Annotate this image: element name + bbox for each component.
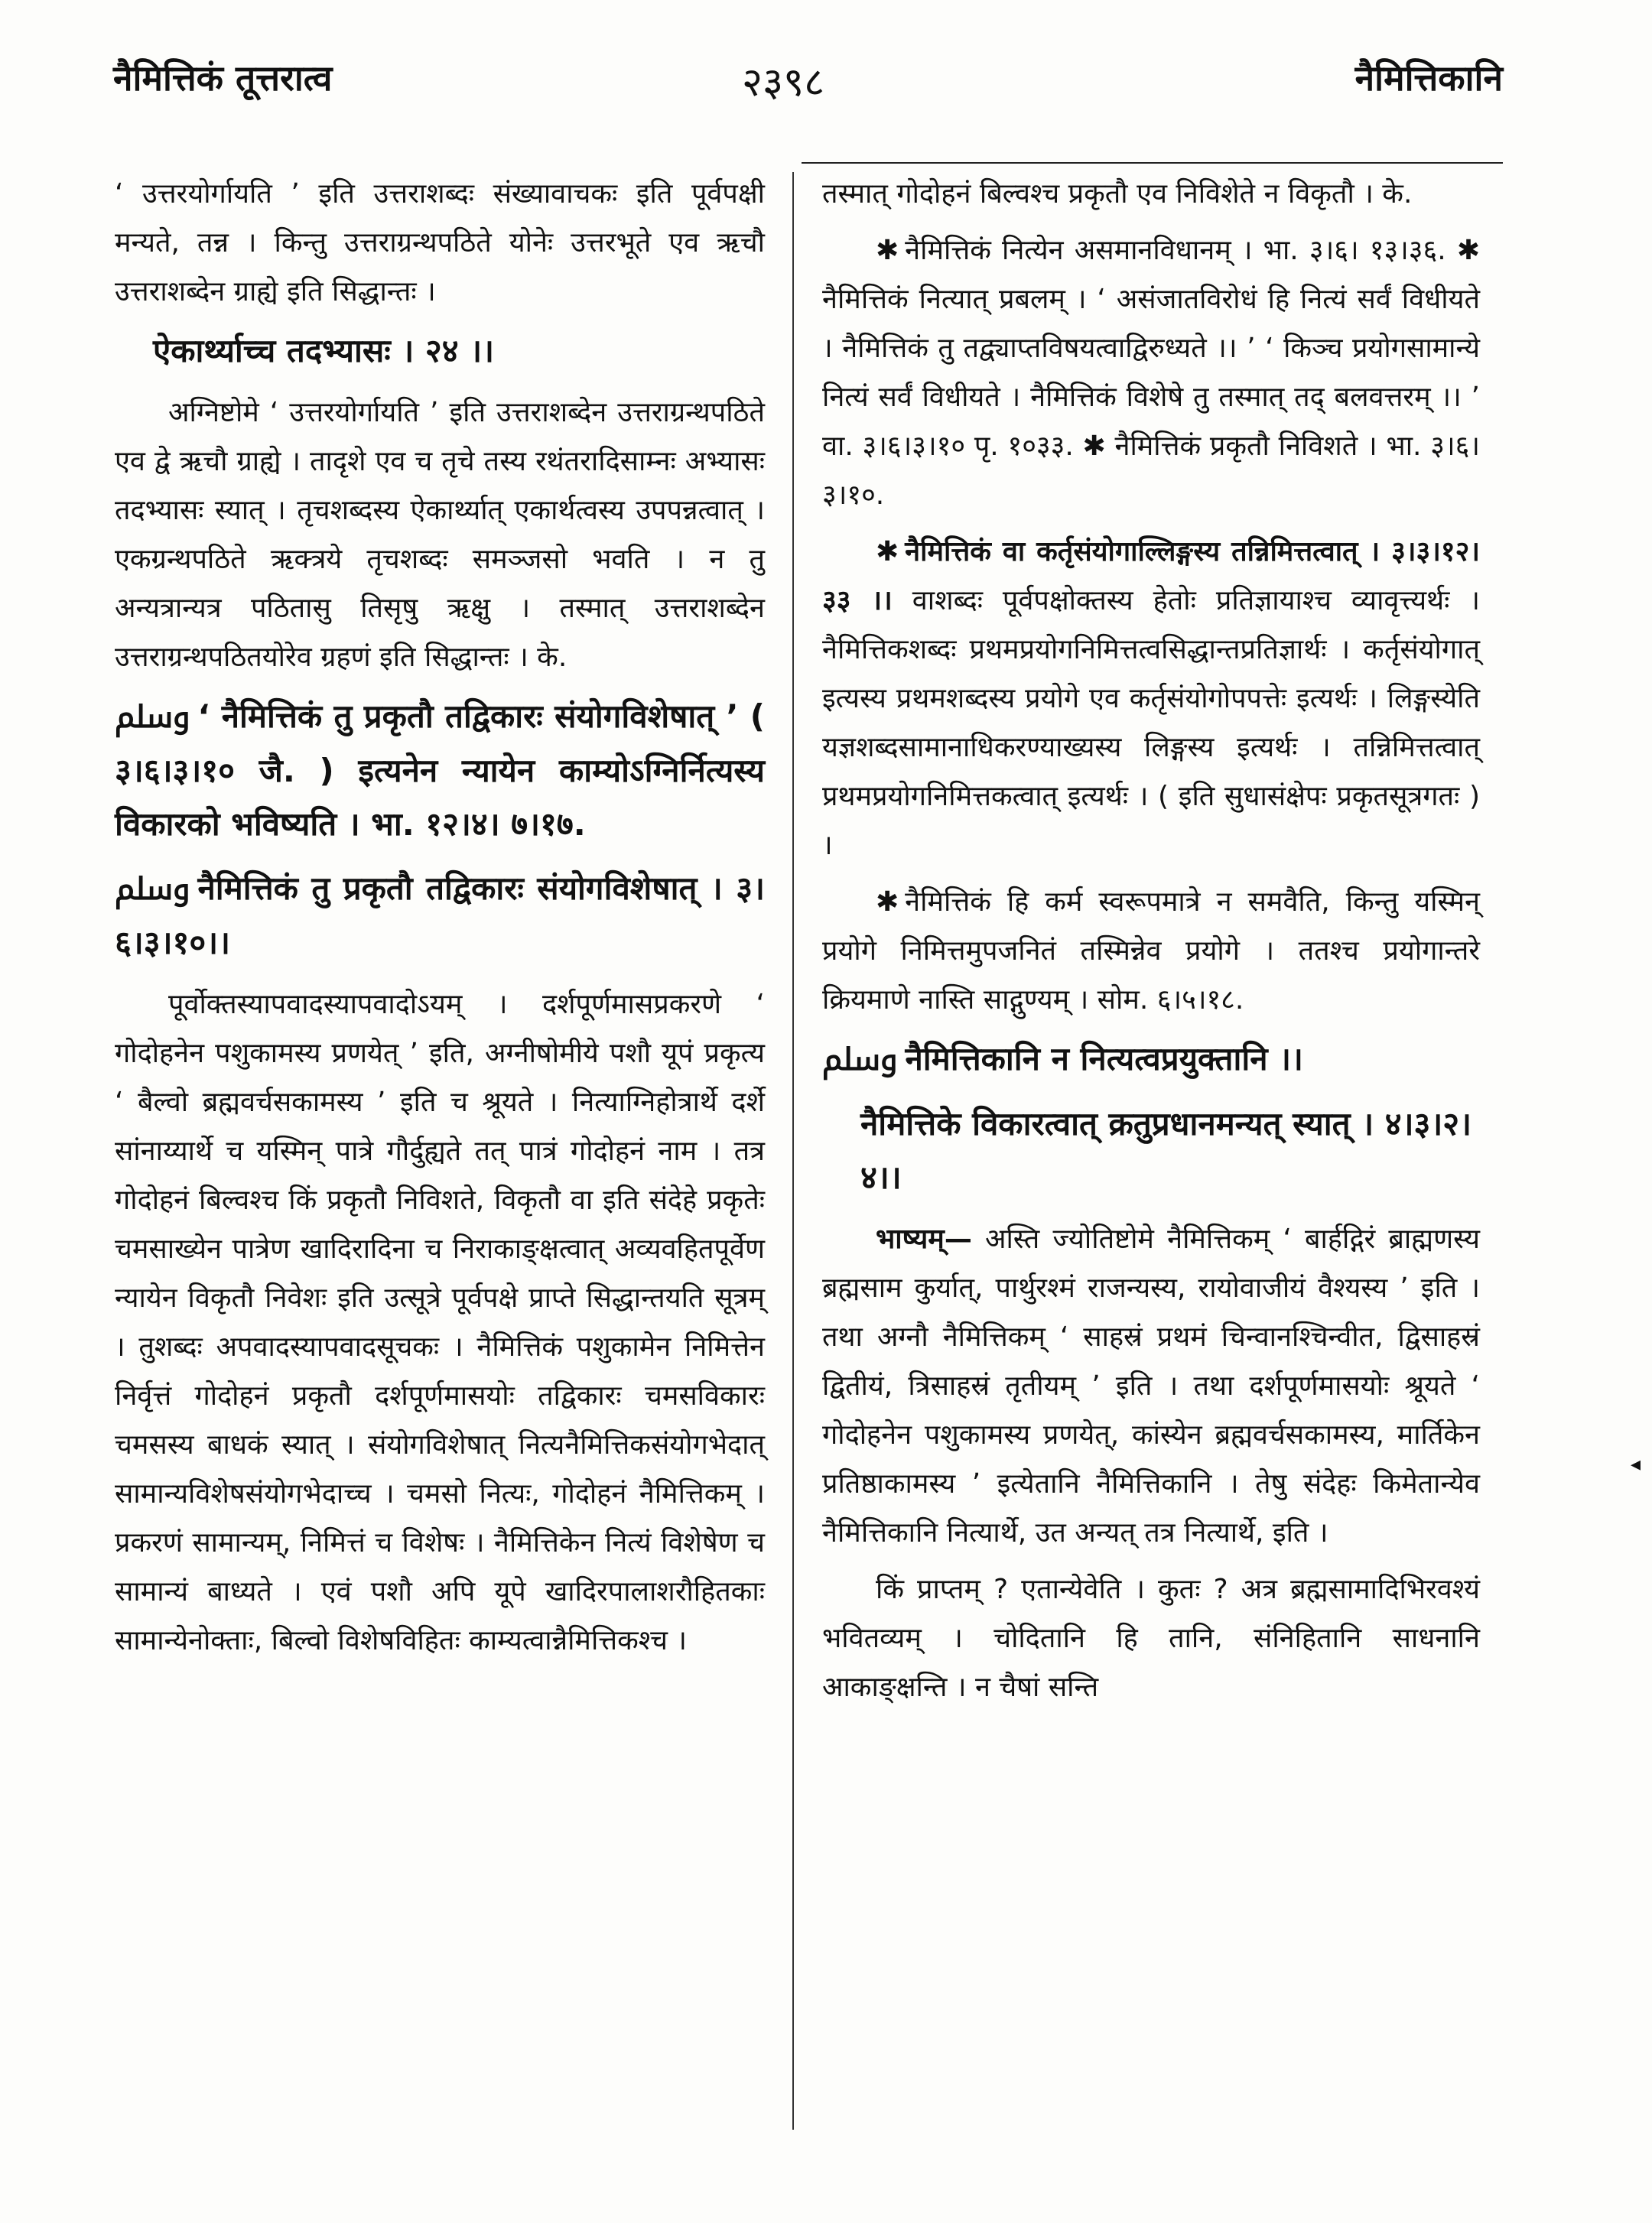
paragraph: अग्निष्टोमे ‘ उत्तरयोर्गायति ’ इति उत्तराशब्देन उत्तराग्रन्थपठिते एव द्वे ऋचौ ग्राह्ये । तादृशे एव च तृचे तस्य रथंतरादिसाम्नः अभ्यासः तदभ्यासः स्यात् । तृचशब्दस्य ऐकार्थ्यात् एकार्थत्वस्य उपपन्नत्वात् । एकग्रन्थपठिते ऋक्त्रये तृचशब्दः समञ्जसो भवति । न तु अन्यत्रान्यत्र पठितासु तिसृषु ऋक्षु । तस्मात् उत्तराशब्देन उत्तराग्रन्थपठितयोरेव ग्रहणं इति सिद्धान्तः । के. bbox=[115, 397, 765, 673]
sutra-heading bbox=[115, 862, 765, 970]
running-head-right: नैमित्तिकानि bbox=[1354, 57, 1503, 99]
paragraph-text: वाशब्दः पूर्वपक्षोक्तस्य हेतोः प्रतिज्ञायाश्च व्यावृत्त्यर्थः । नैमित्तिकशब्दः प्रथमप्रयोगनिमित्तत्वसिद्धान्तप्रतिज्ञार्थः । कर्तृसंयोगात् इत्यस्य प्रथमशब्दस्य प्रयोगे एव कर्तृसंयोगोपपत्तेः इत्यर्थः । लिङ्गस्येति यज्ञशब्दसामानाधिकरण्याख्यस्य लिङ्गस्य इत्यर्थः । तन्निमित्तत्वात् प्रथमप्रयोगनिमित्तकत्वात् इत्यर्थः । ( इति सुधासंक्षेपः प्रकृतसूत्रगतः ) । bbox=[822, 585, 1480, 861]
asterisk-icon: ✱ bbox=[876, 235, 899, 266]
paragraph-text: अस्ति ज्योतिष्टोमे नैमित्तिकम् ‘ बार्हद्गिरं ब्राह्मणस्य ब्रह्मसाम कुर्यात्, पार्थुरश्मं राजन्यस्य, रायोवाजीयं वैश्यस्य ’ इति । तथा अग्नौ नैमित्तिकम् ‘ साहस्रं प्रथमं चिन्वानश्चिन्वीत, द्विसाहस्रं द्वितीयं, त्रिसाहस्रं तृतीयम् ’ इति । तथा दर्शपूर्णमासयोः श्रूयते ‘ गोदोहनेन पशुकामस्य प्रणयेत्, कांस्येन ब्रह्मवर्चसकामस्य, मार्तिकेन प्रतिष्ठाकामस्य ’ इत्येतानि नैमित्तिकानि । तेषु संदेहः किमेतान्येव नैमित्तिकानि नित्यार्थे, उत अन्यत् तत्र नित्यार्थे, इति । bbox=[822, 1224, 1480, 1549]
paragraph: ‘ उत्तरयोर्गायति ’ इति उत्तराशब्दः संख्यावाचकः इति पूर्वपक्षी मन्यते, तन्न । किन्तु उत्तराग्रन्थपठिते योनेः उत्तरभूते एव ऋचौ उत्तराशब्देन ग्राह्ये इति सिद्धान्तः । bbox=[115, 178, 765, 307]
sutra-text: नैमित्तिकानि न नित्यत्वप्रयुक्तानि ।। bbox=[905, 1040, 1303, 1077]
sutra-heading bbox=[822, 1032, 1480, 1087]
paragraph: किं प्राप्तम् ? एतान्येवेति । कुतः ? अत्र ब्रह्मसामादिभिरवश्यं भवितव्यम् । चोदितानि हि तानि, संनिहितानि साधनानि आकाङ्क्षन्ति । न चैषां सन्ति bbox=[822, 1574, 1480, 1703]
paragraph: तस्मात् गोदोहनं बिल्वश्च प्रकृतौ एव निविशेते न विकृतौ । के. bbox=[822, 178, 1413, 210]
left-column bbox=[115, 170, 765, 1673]
star-paragraph bbox=[822, 528, 1480, 870]
star-paragraph bbox=[822, 878, 1480, 1025]
star-paragraph bbox=[822, 226, 1480, 520]
running-head-left: नैमित्तिकं तूत्तरात्व bbox=[113, 57, 333, 99]
paragraph: पूर्वोक्तस्यापवादस्यापवादोऽयम् । दर्शपूर्णमासप्रकरणे ‘ गोदोहनेन पशुकामस्य प्रणयेत् ’ इति, अग्नीषोमीये पशौ यूपं प्रकृत्य ‘ बैल्वो ब्रह्मवर्चसकामस्य ’ इति च श्रूयते । नित्याग्निहोत्रार्थे दर्शे सांनाय्यार्थे च यस्मिन् पात्रे गौर्दुह्यते तत् पात्रं गोदोहनं नाम । तत्र गोदोहनं बिल्वश्च किं प्रकृतौ निविशते, विकृतौ वा इति संदेहे प्रकृतेः चमसाख्येन पात्रेण खादिरादिना च निराकाङ्क्षत्वात् अव्यवहितपूर्वेण न्यायेन विकृतौ निवेशः इति उत्सूत्रे पूर्वपक्षे प्राप्ते सिद्धान्तयति सूत्रम् । तुशब्दः अपवादस्यापवादसूचकः । नैमित्तिकं पशुकामेन निमित्तेन निर्वृत्तं गोदोहनं प्रकृतौ दर्शपूर्णमासयोः तद्विकारः चमसविकारः चमसस्य बाधकं स्यात् । संयोगविशेषात् नित्यनैमित्तिकसंयोगभेदात् सामान्यविशेषसंयोगभेदाच्च । चमसो नित्यः, गोदोहनं नैमित्तिकम् । प्रकरणं सामान्यम्, निमित्तं च विशेषः । नैमित्तिकेन नित्यं विशेषेण च सामान्यं बाध्यते । एवं पशौ अपि यूपे खादिरपालाशरौहितकाः सामान्येनोक्ताः, बिल्वो विशेषविहितः काम्यत्वान्नैमित्तिकश्च । bbox=[115, 989, 765, 1656]
hourglass-symbol-icon: ﷸ bbox=[115, 872, 190, 907]
column-divider bbox=[792, 172, 794, 2130]
reference-paragraph bbox=[115, 690, 765, 851]
right-column bbox=[822, 170, 1480, 1720]
asterisk-icon: ✱ bbox=[876, 886, 899, 918]
bhashya-label: भाष्यम्— bbox=[876, 1224, 972, 1255]
reference-text: ‘ नैमित्तिकं तु प्रकृतौ तद्विकारः संयोगविशेषात् ’ ( ३।६।३।१० जै. ) इत्यनेन न्यायेन काम्योऽग्निर्नित्यस्य विकारको भविष्यति । भा. १२।४। ७।१७. bbox=[115, 697, 765, 843]
page-number: २३९८ bbox=[742, 60, 825, 106]
sutra-inline: नैमित्तिकं वा कर्तृसंयोगाल्लिङ्गस्य तन्निमित्तत्वात् । ३।३।१२।३३ ।। bbox=[822, 536, 1480, 616]
bhashya-paragraph bbox=[822, 1215, 1480, 1558]
sutra-heading: नैमित्तिके विकारत्वात् क्रतुप्रधानमन्यत् स्यात् । ४।३।२।४।। bbox=[860, 1105, 1472, 1196]
sutra-heading: ऐकार्थ्याच्च तदभ्यासः । २४ ।। bbox=[153, 332, 495, 369]
paragraph-text: नैमित्तिकं हि कर्म स्वरूपमात्रे न समवैति, किन्तु यस्मिन् प्रयोगे निमित्तमुपजनितं तस्मिन्नेव प्रयोगे । ततश्च प्रयोगान्तरे क्रियमाणे नास्ति साद्गुण्यम् । सोम. ६।५।१८. bbox=[822, 886, 1480, 1016]
header-rule bbox=[802, 162, 1503, 164]
asterisk-icon: ✱ bbox=[876, 536, 899, 567]
margin-mark: ◂ bbox=[1631, 1453, 1641, 1476]
sutra-text: नैमित्तिकं तु प्रकृतौ तद्विकारः संयोगविशेषात् । ३।६।३।१०।। bbox=[115, 869, 765, 961]
hourglass-symbol-icon: ﷸ bbox=[822, 1042, 898, 1077]
paragraph-text: नैमित्तिकं नित्येन असमानविधानम् । भा. ३।६। १३।३६. ✱ नैमित्तिकं नित्यात् प्रबलम् । ‘ असंजातविरोधं हि नित्यं सर्वं विधीयते । नैमित्तिकं तु तद्व्याप्तविषयत्वाद्विरुध्यते ।। ’ ‘ किञ्च प्रयोगसामान्ये नित्यं सर्वं विधीयते । नैमित्तिकं विशेषे तु तस्मात् तद् बलवत्तरम् ।। ’ वा. ३।६।३।१० पृ. १०३३. ✱ नैमित्तिकं प्रकृतौ निविशते । भा. ३।६।३।१०. bbox=[822, 235, 1480, 511]
hourglass-symbol-icon: ﷸ bbox=[115, 700, 190, 735]
